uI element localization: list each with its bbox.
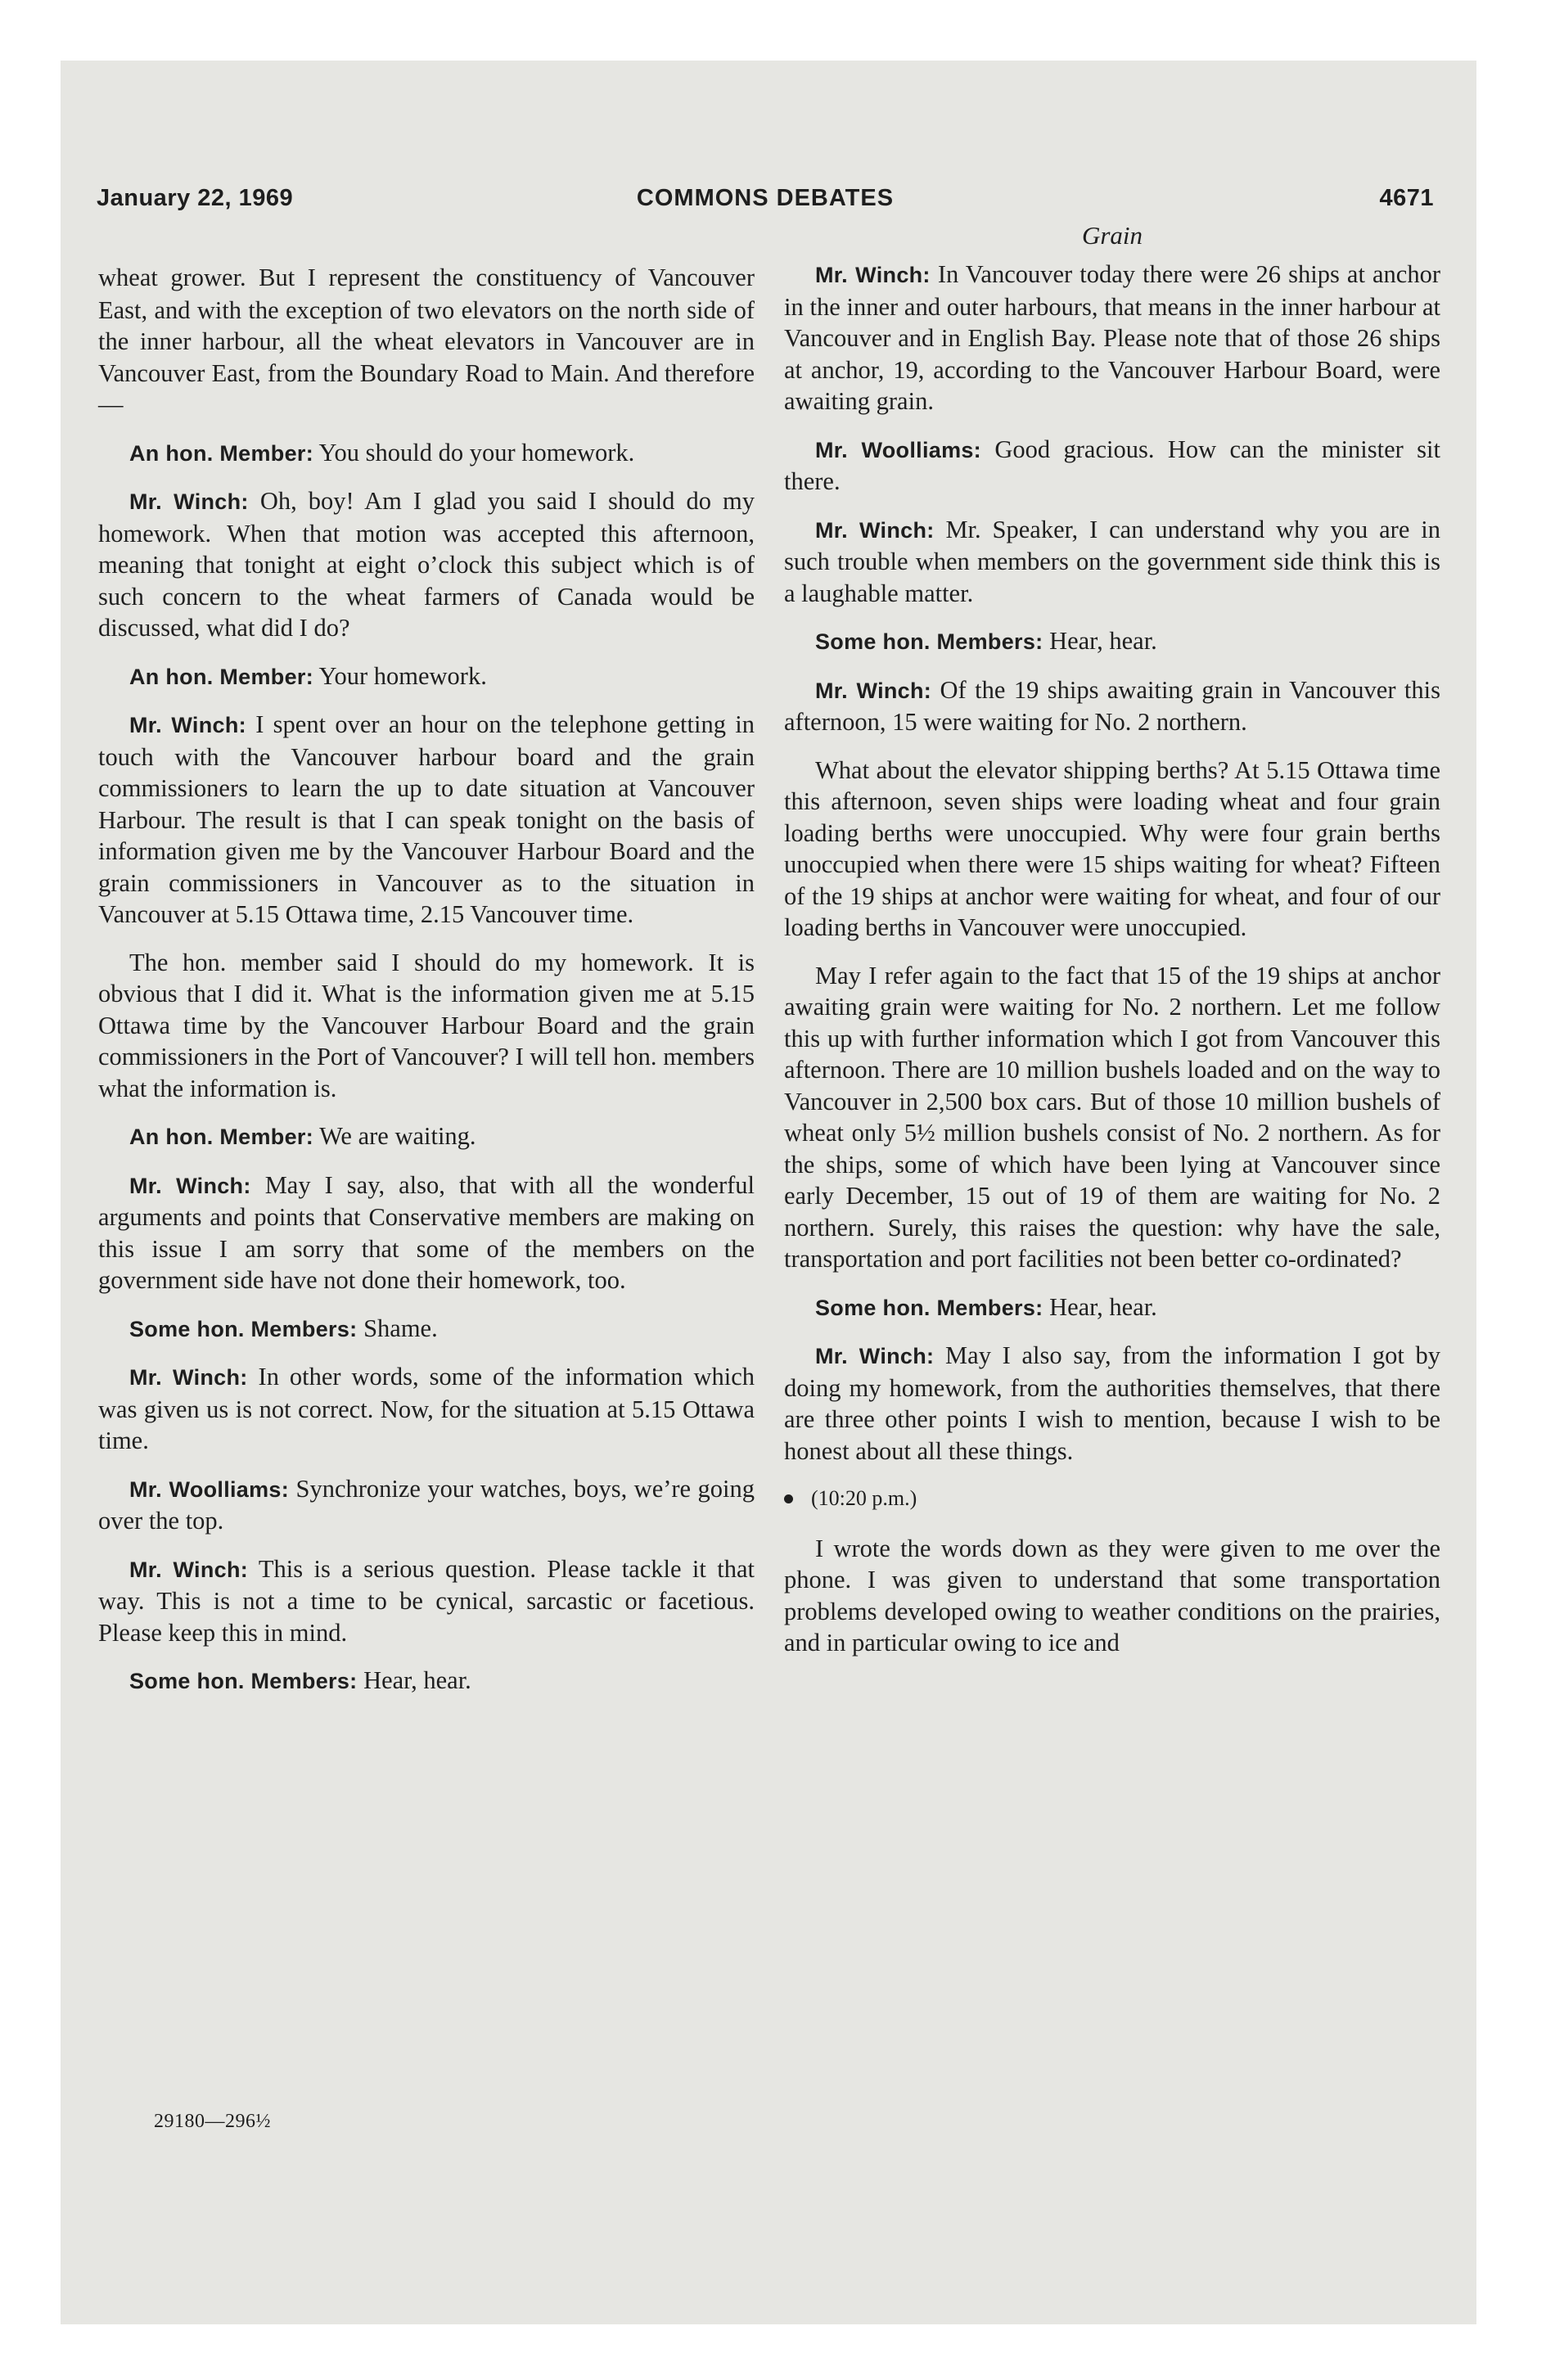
paragraph <box>784 514 1440 610</box>
speech-text: May I also say, from the information I got by doing my homework, from the authorities themselves, that there are three other points I wish to mention, because I wish to be honest about all these things. <box>784 1341 1440 1465</box>
paragraph <box>98 1665 755 1697</box>
right-column <box>784 219 1440 1675</box>
paragraph <box>784 674 1440 738</box>
speech-text: The hon. member said I should do my homework. It is obvious that I did it. What is the information given me at 5.15 Ottawa time by the Vancouver Harbour Board and the grain commissioners in the Port of Vancouver? I will tell hon. members what the information is. <box>98 948 755 1102</box>
speech-text: We are waiting. <box>319 1122 476 1150</box>
speech-text: May I say, also, that with all the wonderful arguments and points that Conservative members are making on this issue I am sorry that some of the members on the government side have not done their homework, too. <box>98 1170 755 1294</box>
speech-text: In other words, some of the information which was given us is not correct. Now, for the situation at 5.15 Ottawa time. <box>98 1363 755 1454</box>
paragraph <box>784 1291 1440 1324</box>
header-date: January 22, 1969 <box>97 185 294 211</box>
paragraph <box>784 625 1440 658</box>
speaker-name: Some hon. Members: <box>129 1316 358 1341</box>
speech-text: I spent over an hour on the telephone getting in touch with the Vancouver harbour board and the grain commissioners to learn the up to date situation at Vancouver Harbour. The result is that I can speak tonight on the basis of information given me by the Vancouver Harbour Board and the grain commissioners in Vancouver as to the situation in Vancouver at 5.15 Ottawa time, 2.15 Vancouver time. <box>98 710 755 928</box>
paragraph <box>784 960 1440 1275</box>
speaker-name: An hon. Member: <box>129 1125 313 1149</box>
speaker-name: Some hon. Members: <box>815 629 1043 654</box>
left-column <box>98 262 755 1714</box>
speaker-name: Mr. Winch: <box>815 517 935 543</box>
speaker-name: Some hon. Members: <box>815 1295 1043 1320</box>
paragraph <box>98 1361 755 1457</box>
paragraph <box>98 1553 755 1649</box>
speaker-name: Mr. Winch: <box>815 1344 935 1368</box>
time-stamp-text: (10:20 p.m.) <box>811 1486 917 1510</box>
bullet-icon <box>784 1494 793 1503</box>
paragraph <box>98 1473 755 1537</box>
speaker-name: Mr. Winch: <box>129 1365 248 1390</box>
paragraph <box>98 437 755 470</box>
speech-text: Of the 19 ships awaiting grain in Vancouver this afternoon, 15 were waiting for No. 2 northern. <box>784 675 1440 736</box>
speech-text: Your homework. <box>318 661 487 690</box>
speech-text: Oh, boy! Am I glad you said I should do my homework. When that motion was accepted this afternoon, meaning that tonight at eight o’clock this subject which is of such concern to the wheat farmers of Canada would be discussed, what did I do? <box>98 487 755 642</box>
speaker-name: Mr. Winch: <box>129 1173 251 1198</box>
paragraph <box>98 1313 755 1346</box>
speaker-name: Mr. Winch: <box>815 678 932 703</box>
paragraph <box>784 434 1440 498</box>
speech-text: This is a serious question. Please tackle it that way. This is not a time to be cynical, sarcastic or facetious. Please keep this in mind. <box>98 1554 755 1647</box>
speaker-name: Mr. Woolliams: <box>815 437 981 462</box>
speech-text: Synchronize your watches, boys, we’re going over the top. <box>98 1474 755 1535</box>
speaker-name: Some hon. Members: <box>129 1669 358 1693</box>
speaker-name: Mr. Winch: <box>129 713 246 737</box>
paragraph <box>98 485 755 644</box>
speech-text: What about the elevator shipping berths? At 5.15 Ottawa time this afternoon, seven ships were loading wheat and four grain loading berths were unoccupied. Why were four grain berths unoccupied when there were 15 ships waiting for wheat? Fifteen of the 19 ships at anchor were waiting for wheat, and four of our loading berths in Vancouver were unoccupied. <box>784 755 1440 941</box>
speech-text: Hear, hear. <box>1049 1292 1157 1321</box>
paragraph <box>98 1120 755 1153</box>
speaker-name: Mr. Winch: <box>129 489 249 514</box>
print-code: 29180—296½ <box>154 2111 271 2132</box>
header-title: COMMONS DEBATES <box>636 185 895 211</box>
paragraph <box>98 709 755 931</box>
speech-text: Hear, hear. <box>1049 627 1157 655</box>
speaker-name: Mr. Winch: <box>129 1557 249 1582</box>
subject-heading: Grain <box>1081 221 1143 250</box>
paragraph <box>98 947 755 1105</box>
speaker-name: Mr. Woolliams: <box>129 1476 290 1502</box>
speech-text: You should do your homework. <box>318 438 635 467</box>
speech-text: Shame. <box>363 1314 438 1342</box>
speech-text: Mr. Speaker, I can understand why you are in such trouble when members on the government side think this is a laughable matter. <box>784 515 1440 607</box>
paragraph: wheat grower. But I represent the constituency of Vancouver East, and with the exception of two elevators on the north side of the inner harbour, all the wheat elevators in Vancouver are in Vancouver East, from the Boundary Road to Main. And therefore— <box>98 264 755 418</box>
paragraph <box>784 1340 1440 1467</box>
page-header <box>97 185 1434 221</box>
paragraph <box>784 755 1440 944</box>
page-number: 4671 <box>1379 185 1434 211</box>
speaker-name: An hon. Member: <box>129 440 313 466</box>
speech-text: Good gracious. How can the minister sit there. <box>784 435 1440 495</box>
speaker-name: An hon. Member: <box>129 664 313 689</box>
paragraph <box>784 1533 1440 1659</box>
paragraph <box>98 660 755 693</box>
paragraph <box>98 1170 755 1296</box>
speech-text: In Vancouver today there were 26 ships at anchor in the inner and outer harbours, that means in the inner harbour at Vancouver and in English Bay. Please note that of those 26 ships at anchor, 19, according to the Vancouver Harbour Board, were awaiting grain. <box>784 260 1440 415</box>
speech-text: I wrote the words down as they were given to me over the phone. I was given to understand that some transportation problems developed owing to weather conditions on the prairies, and in particular owing to ice and <box>784 1534 1440 1657</box>
paragraph <box>784 259 1440 417</box>
speech-text: Hear, hear. <box>363 1666 471 1694</box>
speech-text: May I refer again to the fact that 15 of the 19 ships at anchor awaiting grain were waiting for No. 2 northern. Let me follow this up with further information which I got from Vancouver this afternoon. There are 10 million bushels loaded and on the way to Vancouver in 2,500 box cars. But of those 10 million bushels of wheat only 5½ million bushels consist of No. 2 northern. As for the ships, some of which have been lying at Vancouver since early December, 15 out of 19 of them are waiting for No. 2 northern. Surely, this raises the question: why have the sale, transportation and port facilities not been better co-ordinated? <box>784 961 1440 1273</box>
speaker-name: Mr. Winch: <box>815 263 931 287</box>
time-stamp <box>784 1483 1440 1515</box>
